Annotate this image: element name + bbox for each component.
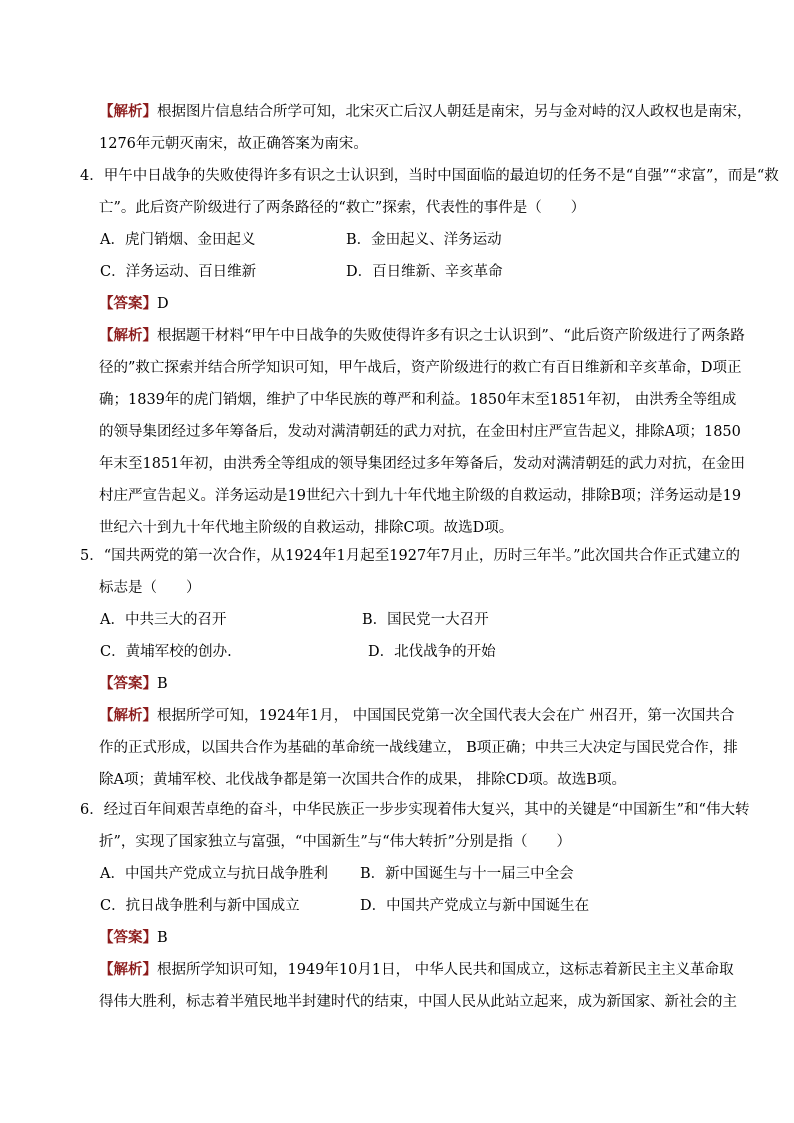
analysis-label: 【解析】 <box>99 103 157 120</box>
question-4-options-row-1 <box>0 224 794 256</box>
analysis-5-line-1: 根据所学可知，1924年1月， 中国国民党第一次全国代表大会在广 州召开，第一次国共合 <box>157 708 735 724</box>
analysis-5-line-3: 除A项；黄埔军校、北伐战争都是第一次国共合作的成果， 排除CD项。故选B项。 <box>99 772 626 788</box>
analysis-4-line-7: 世纪六十到九十年代地主阶级的自救运动，排除C项。故选D项。 <box>99 520 514 536</box>
analysis-label: 【解析】 <box>99 327 157 344</box>
analysis-4-line-6: 村庄严宣告起义。洋务运动是19世纪六十到九十年代地主阶级的自救运动，排除B项；洋务运动是19 <box>99 488 742 504</box>
option-a: A．虎门销烟、金田起义 <box>100 232 256 248</box>
question-5-options-row-1 <box>0 604 794 636</box>
analysis-5-line-2: 作的正式形成，以国共合作为基础的革命统一战线建立， B项正确；中共三大决定与国民党合作，排 <box>99 740 738 756</box>
option-c: C．抗日战争胜利与新中国成立 <box>100 898 300 914</box>
question-6 <box>0 794 794 1018</box>
option-d: D．百日维新、辛亥革命 <box>346 264 503 280</box>
analysis-4-line-1: 根据题干材料“甲午中日战争的失败使得许多有识之士认识到”、“此后资产阶级进行了两条路 <box>157 328 745 344</box>
option-c: C．洋务运动、百日维新 <box>100 264 257 280</box>
question-6-stem-2: 折”，实现了国家独立与富强，“中国新生”与“伟大转折”分别是指（ ） <box>99 834 572 850</box>
analysis-prev <box>0 96 794 160</box>
answer-5: 【答案】B <box>99 675 168 692</box>
option-c: C．黄埔军校的创办. <box>100 644 232 660</box>
option-b: B．新中国诞生与十一届三中全会 <box>360 866 574 882</box>
option-b: B．国民党一大召开 <box>362 612 489 628</box>
analysis-label: 【解析】 <box>99 961 157 978</box>
answer-4: 【答案】D <box>99 295 169 312</box>
analysis-6-line-2: 得伟大胜利，标志着半殖民地半封建时代的结束，中国人民从此站立起来，成为新国家、新社会的主 <box>99 994 737 1010</box>
answer-6: 【答案】B <box>99 929 168 946</box>
analysis-label: 【解析】 <box>99 707 157 724</box>
question-5-options-row-2 <box>0 636 794 668</box>
option-b: B．金田起义、洋务运动 <box>346 232 502 248</box>
question-5 <box>0 540 794 796</box>
option-d: D．北伐战争的开始 <box>368 644 496 660</box>
question-4-stem-1: 4．甲午中日战争的失败使得许多有识之士认识到，当时中国面临的最迫切的任务不是“自强”“求富”，而是“救 <box>80 168 779 184</box>
option-d: D．中国共产党成立与新中国诞生在 <box>360 898 590 914</box>
analysis-6-line-1: 根据所学知识可知，1949年10月1日， 中华人民共和国成立，这标志着新民主主义革命取 <box>157 962 734 978</box>
question-6-stem-1: 6．经过百年间艰苦卓绝的奋斗，中华民族正一步步实现着伟大复兴，其中的关键是“中国新生”和“伟大转 <box>80 802 750 818</box>
analysis-text-1: 根据图片信息结合所学可知，北宋灭亡后汉人朝廷是南宋，另与金对峙的汉人政权也是南宋， <box>157 104 752 120</box>
question-6-options-row-2 <box>0 890 794 922</box>
question-5-stem-2: 标志是（ ） <box>99 580 201 596</box>
analysis-4-line-5: 年末至1851年初，由洪秀全等组成的领导集团经过多年筹备后，发动对满清朝廷的武力对抗，在金田 <box>99 456 745 472</box>
question-4-stem-2: 亡”。此后资产阶级进行了两条路径的“救亡”探索，代表性的事件是（ ） <box>99 200 586 216</box>
analysis-4-line-2: 径的”救亡探索并结合所学知识可知，甲午战后，资产阶级进行的救亡有百日维新和辛亥革命，D项正 <box>99 360 742 376</box>
option-a: A．中共三大的召开 <box>100 612 227 628</box>
analysis-4-line-4: 的领导集团经过多年筹备后，发动对满清朝廷的武力对抗，在金田村庄严宣告起义，排除A项；1850 <box>99 424 741 440</box>
option-a: A．中国共产党成立与抗日战争胜利 <box>100 866 328 882</box>
question-4-options-row-2 <box>0 256 794 288</box>
analysis-4-line-3: 确；1839年的虎门销烟，维护了中华民族的尊严和利益。1850年末至1851年初， 由洪秀全等组成 <box>99 392 737 408</box>
question-4 <box>0 160 794 544</box>
question-5-stem-1: 5．“国共两党的第一次合作，从1924年1月起至1927年7月止，历时三年半。”此次国共合作正式建立的 <box>80 548 741 564</box>
question-6-options-row-1 <box>0 858 794 890</box>
analysis-text-2: 1276年元朝灭南宋，故正确答案为南宋。 <box>99 136 368 152</box>
